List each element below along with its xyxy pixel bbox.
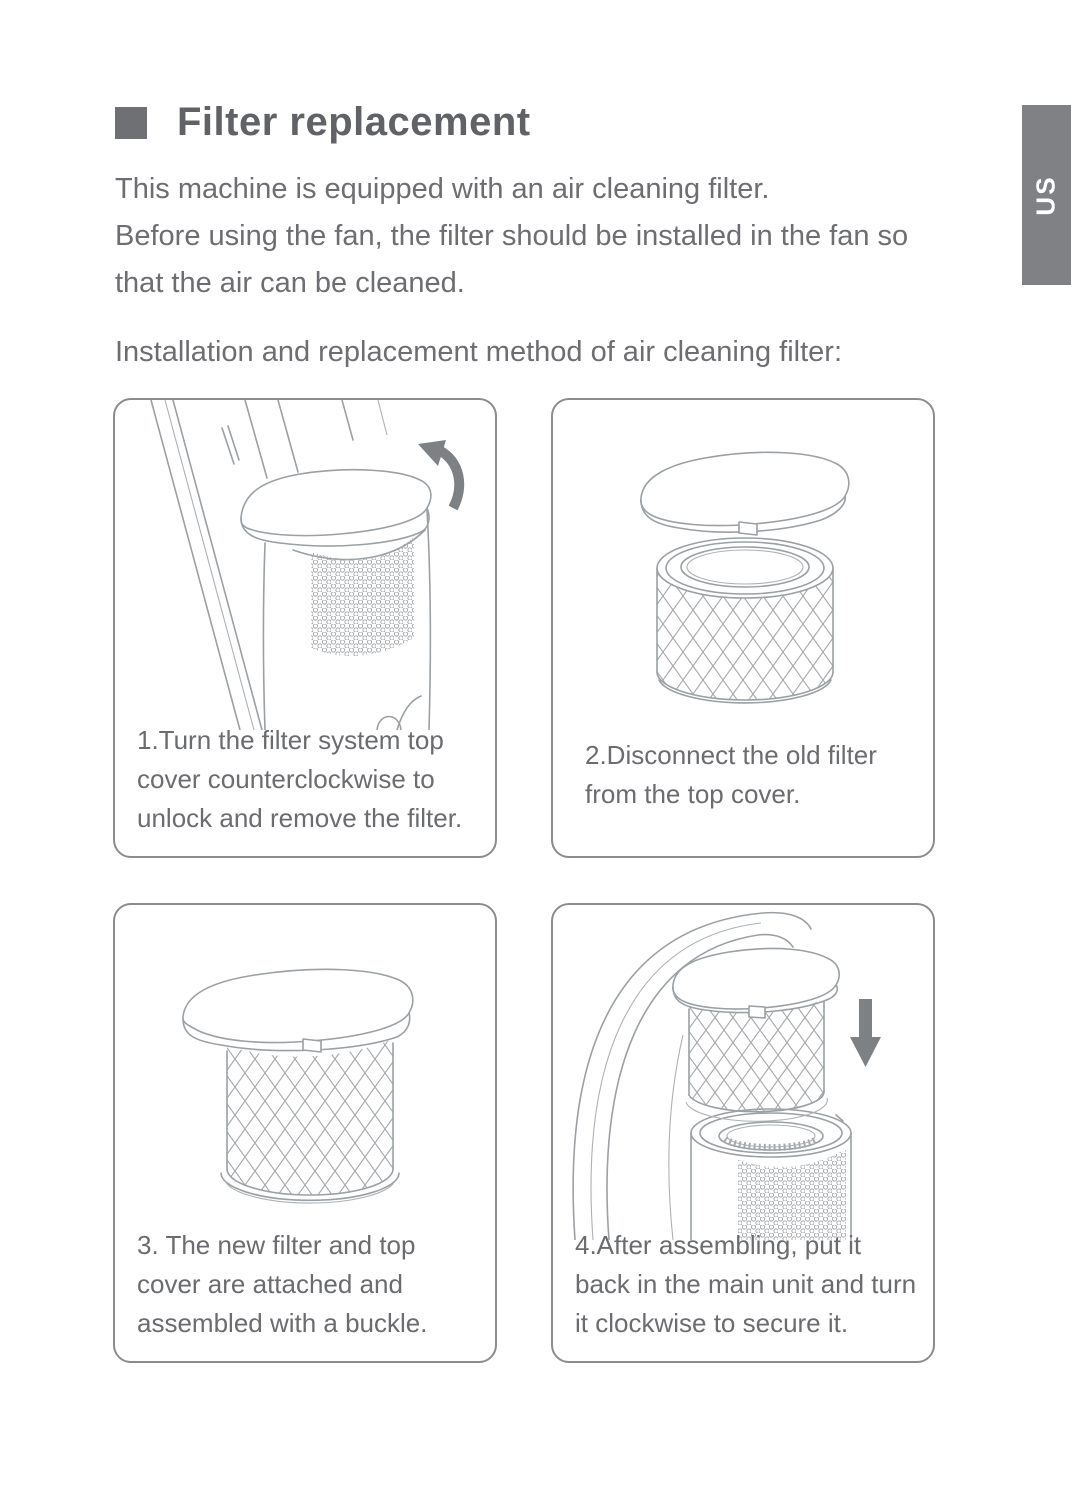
language-tab-label: US [1031,174,1061,216]
filter-cylinder [657,538,833,703]
filter-unit [241,470,431,730]
intro-paragraph [115,166,908,307]
fan-base [691,1109,851,1240]
top-cover [641,452,849,535]
step3-illustration [115,905,495,1240]
title-row [115,100,531,145]
section-subtitle: Installation and replacement method of air cleaning filter: [115,336,843,368]
step-panel-3 [113,903,497,1363]
step1-caption: 1.Turn the filter system top cover counterclockwise to unlock and remove the filter. [137,725,463,833]
down-arrow-icon [850,999,881,1067]
step2-caption: 2.Disconnect the old filter from the top cover. [585,740,877,809]
intro-line: Before using the fan, the filter should be installed in the fan so [115,220,909,252]
step4-caption: 4.After assembling, put it back in the main unit and turn it clockwise to secure it. [575,1230,917,1338]
step2-illustration [553,400,933,735]
step4-illustration [553,905,933,1240]
step-panel-4 [551,903,935,1363]
square-bullet-icon [115,107,147,139]
page-title: Filter replacement [177,100,531,144]
step3-caption: 3. The new filter and top cover are attached and assembled with a buckle. [137,1230,428,1338]
intro-line: that the air can be cleaned. [115,267,465,299]
step-panel-1 [113,398,497,858]
filter-cylinder [221,1039,399,1203]
step-panel-2 [551,398,935,858]
step1-illustration [115,400,495,730]
language-tab [1022,105,1071,285]
top-cover [183,969,413,1052]
filter-assembly [673,948,839,1121]
intro-line: This machine is equipped with an air cleaning filter. [115,173,770,205]
